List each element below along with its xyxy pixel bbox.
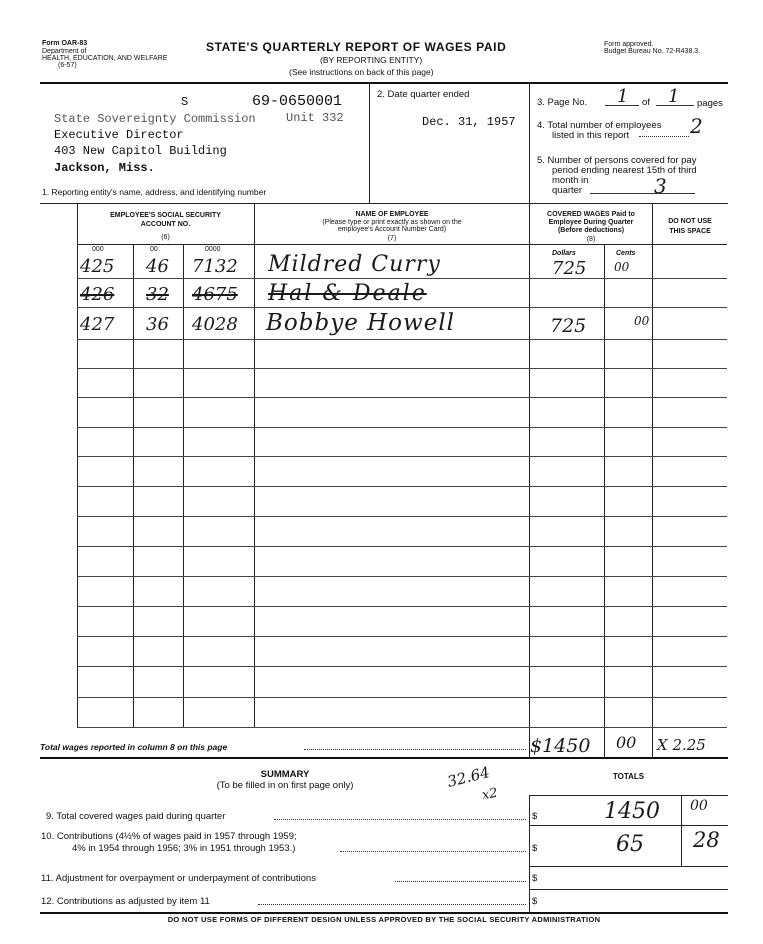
persons-label-2: period ending nearest 15th of third — [552, 165, 697, 176]
item10-dollar-sign: $ — [532, 843, 538, 854]
ssn-header-1: EMPLOYEE'S SOCIAL SECURITY — [110, 212, 221, 219]
form-subtitle: (BY REPORTING ENTITY) — [320, 55, 423, 65]
persons-label-1: 5. Number of persons covered for pay — [537, 155, 697, 166]
summary-note-2: x2 — [480, 785, 499, 804]
form-instructions: (See instructions on back of this page) — [289, 67, 434, 77]
ssn-header-num: (6) — [161, 234, 170, 241]
entity-label: 1. Reporting entity's name, address, and identifying number — [42, 187, 267, 197]
row1-ssn1: 425 — [80, 256, 115, 277]
approved-line2: Budget Bureau No. 72-R438.3. — [604, 48, 701, 55]
wages-header-1: COVERED WAGES Paid to — [547, 211, 635, 218]
form-title: STATE'S QUARTERLY REPORT OF WAGES PAID — [206, 40, 507, 54]
entity-name-line1: State Sovereignty Commission — [54, 112, 256, 126]
row3-dollars: 725 — [550, 315, 587, 337]
row2-ssn1: 426 — [80, 284, 115, 305]
header-bottom-border — [77, 244, 727, 245]
row3-ssn2: 36 — [146, 314, 169, 335]
employees-label-1: 4. Total number of employees — [537, 120, 662, 131]
summary-col-divider — [529, 795, 530, 913]
quarter-label: 2. Date quarter ended — [377, 89, 470, 100]
total-wages-cents: 00 — [616, 733, 637, 752]
page-of-label: of — [642, 97, 650, 108]
dollars-subheader: Dollars — [552, 250, 576, 257]
employees-value: 2 — [690, 114, 703, 138]
ssn-part3-hint: 0000 — [205, 246, 221, 253]
totals-label: TOTALS — [612, 772, 645, 781]
name-header-1: NAME OF EMPLOYEE — [355, 211, 429, 218]
ssn-part2-hint: 00 — [150, 246, 158, 253]
row3-ssn1: 427 — [80, 314, 115, 335]
summary-top-border — [40, 757, 728, 759]
row2-name: Hal & Deale — [268, 281, 427, 306]
summary-title: SUMMARY — [260, 769, 310, 780]
pages-label: pages — [697, 98, 723, 109]
table-left-border — [77, 203, 78, 727]
entity-unit: Unit 332 — [286, 111, 344, 125]
ssn-header-2: ACCOUNT NO. — [140, 221, 191, 228]
divider-quarter-page — [529, 82, 530, 203]
entity-city: Jackson, Miss. — [54, 161, 155, 175]
item9-dollar-sign: $ — [532, 811, 538, 822]
cents-subheader: Cents — [616, 250, 636, 257]
total-wages-note: X 2.25 — [657, 736, 706, 754]
row1-name: Mildred Curry — [268, 252, 441, 277]
persons-label-4: quarter — [552, 185, 583, 196]
quarter-value: Dec. 31, 1957 — [422, 115, 516, 129]
item11-label: 11. Adjustment for overpayment or underpayment of contributions — [41, 873, 316, 884]
persons-label-3: month in — [552, 175, 589, 186]
name-header-num: (7) — [387, 235, 397, 242]
item9-label: 9. Total covered wages paid during quarter — [46, 811, 226, 822]
page-no-label: 3. Page No. — [537, 97, 588, 108]
entity-name-line2: Executive Director — [54, 128, 184, 142]
department-line1: Department of — [42, 48, 87, 55]
dnu-header-1: DO NOT USE — [668, 218, 712, 225]
summary-cents-divider — [681, 795, 682, 867]
dnu-header-2: THIS SPACE — [669, 228, 711, 235]
row1-cents: 00 — [614, 260, 630, 274]
divider-entity-quarter — [369, 82, 370, 203]
top-border — [40, 82, 728, 84]
row1-dollars: 725 — [552, 258, 587, 279]
persons-value: 3 — [654, 174, 667, 198]
row3-ssn3: 4028 — [192, 314, 238, 335]
item10-label-2: 4% in 1954 through 1956; 3% in 1951 through 1953.) — [72, 843, 296, 854]
item9-cents: 00 — [690, 798, 708, 814]
page-total-value: 1 — [668, 86, 680, 107]
row1-ssn3: 7132 — [192, 256, 238, 277]
item10-label-1: 10. Contributions (4½% of wages paid in 1957 through 1959; — [41, 831, 297, 842]
department-line2: HEALTH, EDUCATION, AND WELFARE — [42, 55, 168, 62]
col-divider-ssn-name — [254, 203, 255, 727]
item11-dollar-sign: $ — [532, 873, 538, 884]
page-no-value: 1 — [617, 86, 629, 107]
row2-ssn3: 4675 — [192, 284, 238, 305]
total-wages-dollars: $1450 — [530, 735, 591, 757]
row3-cents: 00 — [634, 314, 650, 328]
summary-subtitle: (To be filled in on first page only) — [216, 780, 354, 791]
summary-note-1: 32.64 — [445, 763, 492, 791]
approved-line1: Form approved. — [604, 41, 654, 48]
entity-prefix: S — [181, 95, 189, 109]
table-top-border — [40, 203, 728, 204]
ssn-part1-hint: 000 — [92, 246, 104, 253]
entity-id: 69-0650001 — [252, 93, 343, 110]
item12-label: 12. Contributions as adjusted by item 11 — [41, 896, 210, 907]
col-divider-wages-dnu — [652, 203, 653, 757]
item10-cents: 28 — [693, 828, 720, 852]
item10-dollars: 65 — [616, 832, 644, 857]
item12-dollar-sign: $ — [532, 896, 538, 907]
form-date-code: (6-57) — [58, 62, 77, 69]
wages-header-3: (Before deductions) — [557, 227, 625, 234]
item9-dollars: 1450 — [604, 799, 660, 824]
entity-address-line: 403 New Capitol Building — [54, 144, 227, 158]
footer-note: DO NOT USE FORMS OF DIFFERENT DESIGN UNLESS APPROVED BY THE SOCIAL SECURITY ADMINISTRATION — [167, 915, 601, 924]
row1-ssn2: 46 — [146, 256, 169, 277]
employees-label-2: listed in this report — [552, 130, 630, 141]
form-id: Form OAR-83 — [42, 40, 88, 47]
col-divider-dollars-cents — [604, 244, 605, 757]
wages-header-num: (8) — [586, 236, 596, 243]
row3-name: Bobbye Howell — [266, 310, 456, 336]
col-divider-name-wages — [529, 203, 530, 757]
row2-ssn2: 32 — [146, 284, 169, 305]
name-header-3: employee's Account Number Card) — [337, 226, 447, 233]
name-header-2: (Please type or print exactly as shown on the — [322, 219, 462, 226]
wages-header-2: Employee During Quarter — [548, 219, 634, 226]
total-wages-label: Total wages reported in column 8 on this page — [40, 742, 228, 752]
bottom-border — [40, 912, 728, 914]
